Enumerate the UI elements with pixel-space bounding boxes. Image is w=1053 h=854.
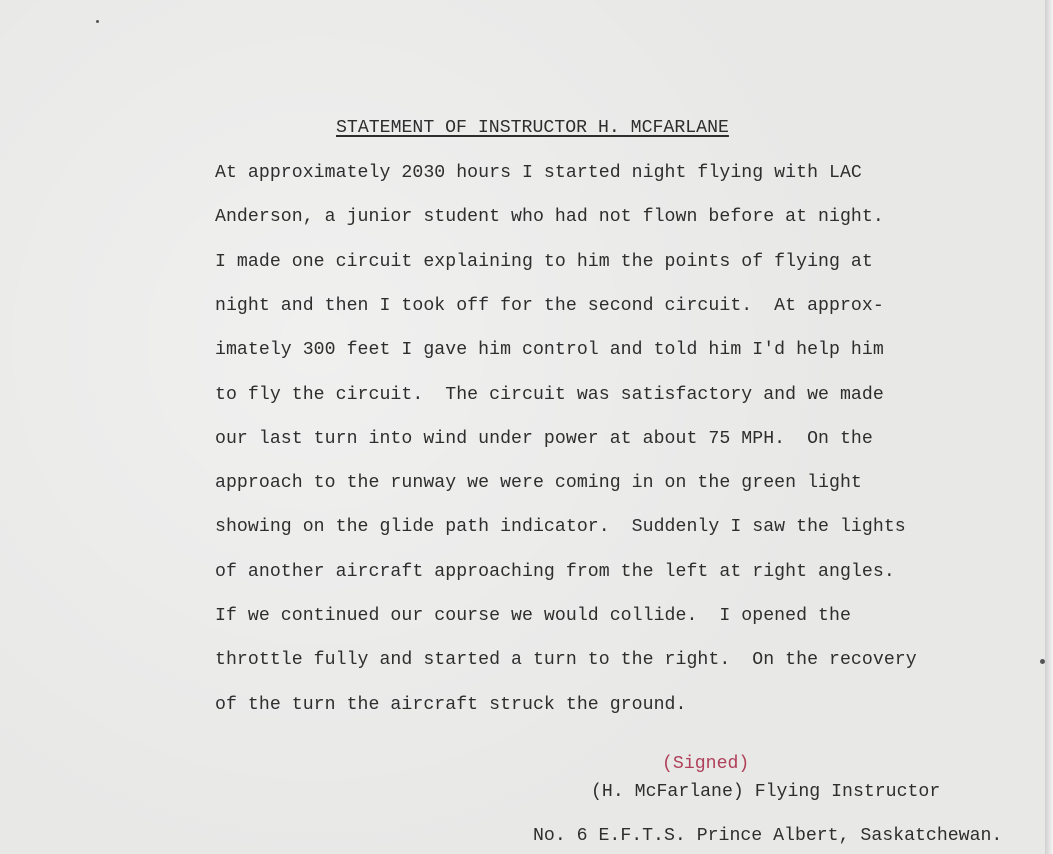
body-line: At approximately 2030 hours I started night flying with LAC (215, 163, 862, 183)
body-line: imately 300 feet I gave him control and told him I'd help him (215, 340, 884, 361)
page-edge (1045, 0, 1053, 854)
location-line: No. 6 E.F.T.S. Prince Albert, Saskatchewan. (533, 826, 1003, 846)
body-line: Anderson, a junior student who had not flown before at night. (215, 207, 884, 228)
body-line: If we continued our course we would collide. I opened the (215, 606, 851, 626)
signed-note: (Signed) (662, 754, 750, 774)
body-line: of another aircraft approaching from the left at right angles. (215, 561, 895, 582)
document-title: STATEMENT OF INSTRUCTOR H. MCFARLANE (336, 118, 729, 138)
body-line: approach to the runway we were coming in on the green light (215, 473, 862, 494)
punch-mark (1040, 659, 1045, 664)
body-line: our last turn into wind under power at about 75 MPH. On the (215, 428, 873, 449)
body-line: throttle fully and started a turn to the right. On the recovery (215, 650, 917, 671)
body-line: to fly the circuit. The circuit was satisfactory and we made (215, 384, 884, 405)
signatory-line: (H. McFarlane) Flying Instructor (591, 782, 941, 802)
body-line: I made one circuit explaining to him the points of flying at (215, 251, 873, 272)
speck (96, 20, 99, 23)
body-line: night and then I took off for the second circuit. At approx- (215, 295, 884, 316)
body-line: of the turn the aircraft struck the ground. (215, 694, 687, 715)
body-line: showing on the glide path indicator. Suddenly I saw the lights (215, 517, 906, 538)
